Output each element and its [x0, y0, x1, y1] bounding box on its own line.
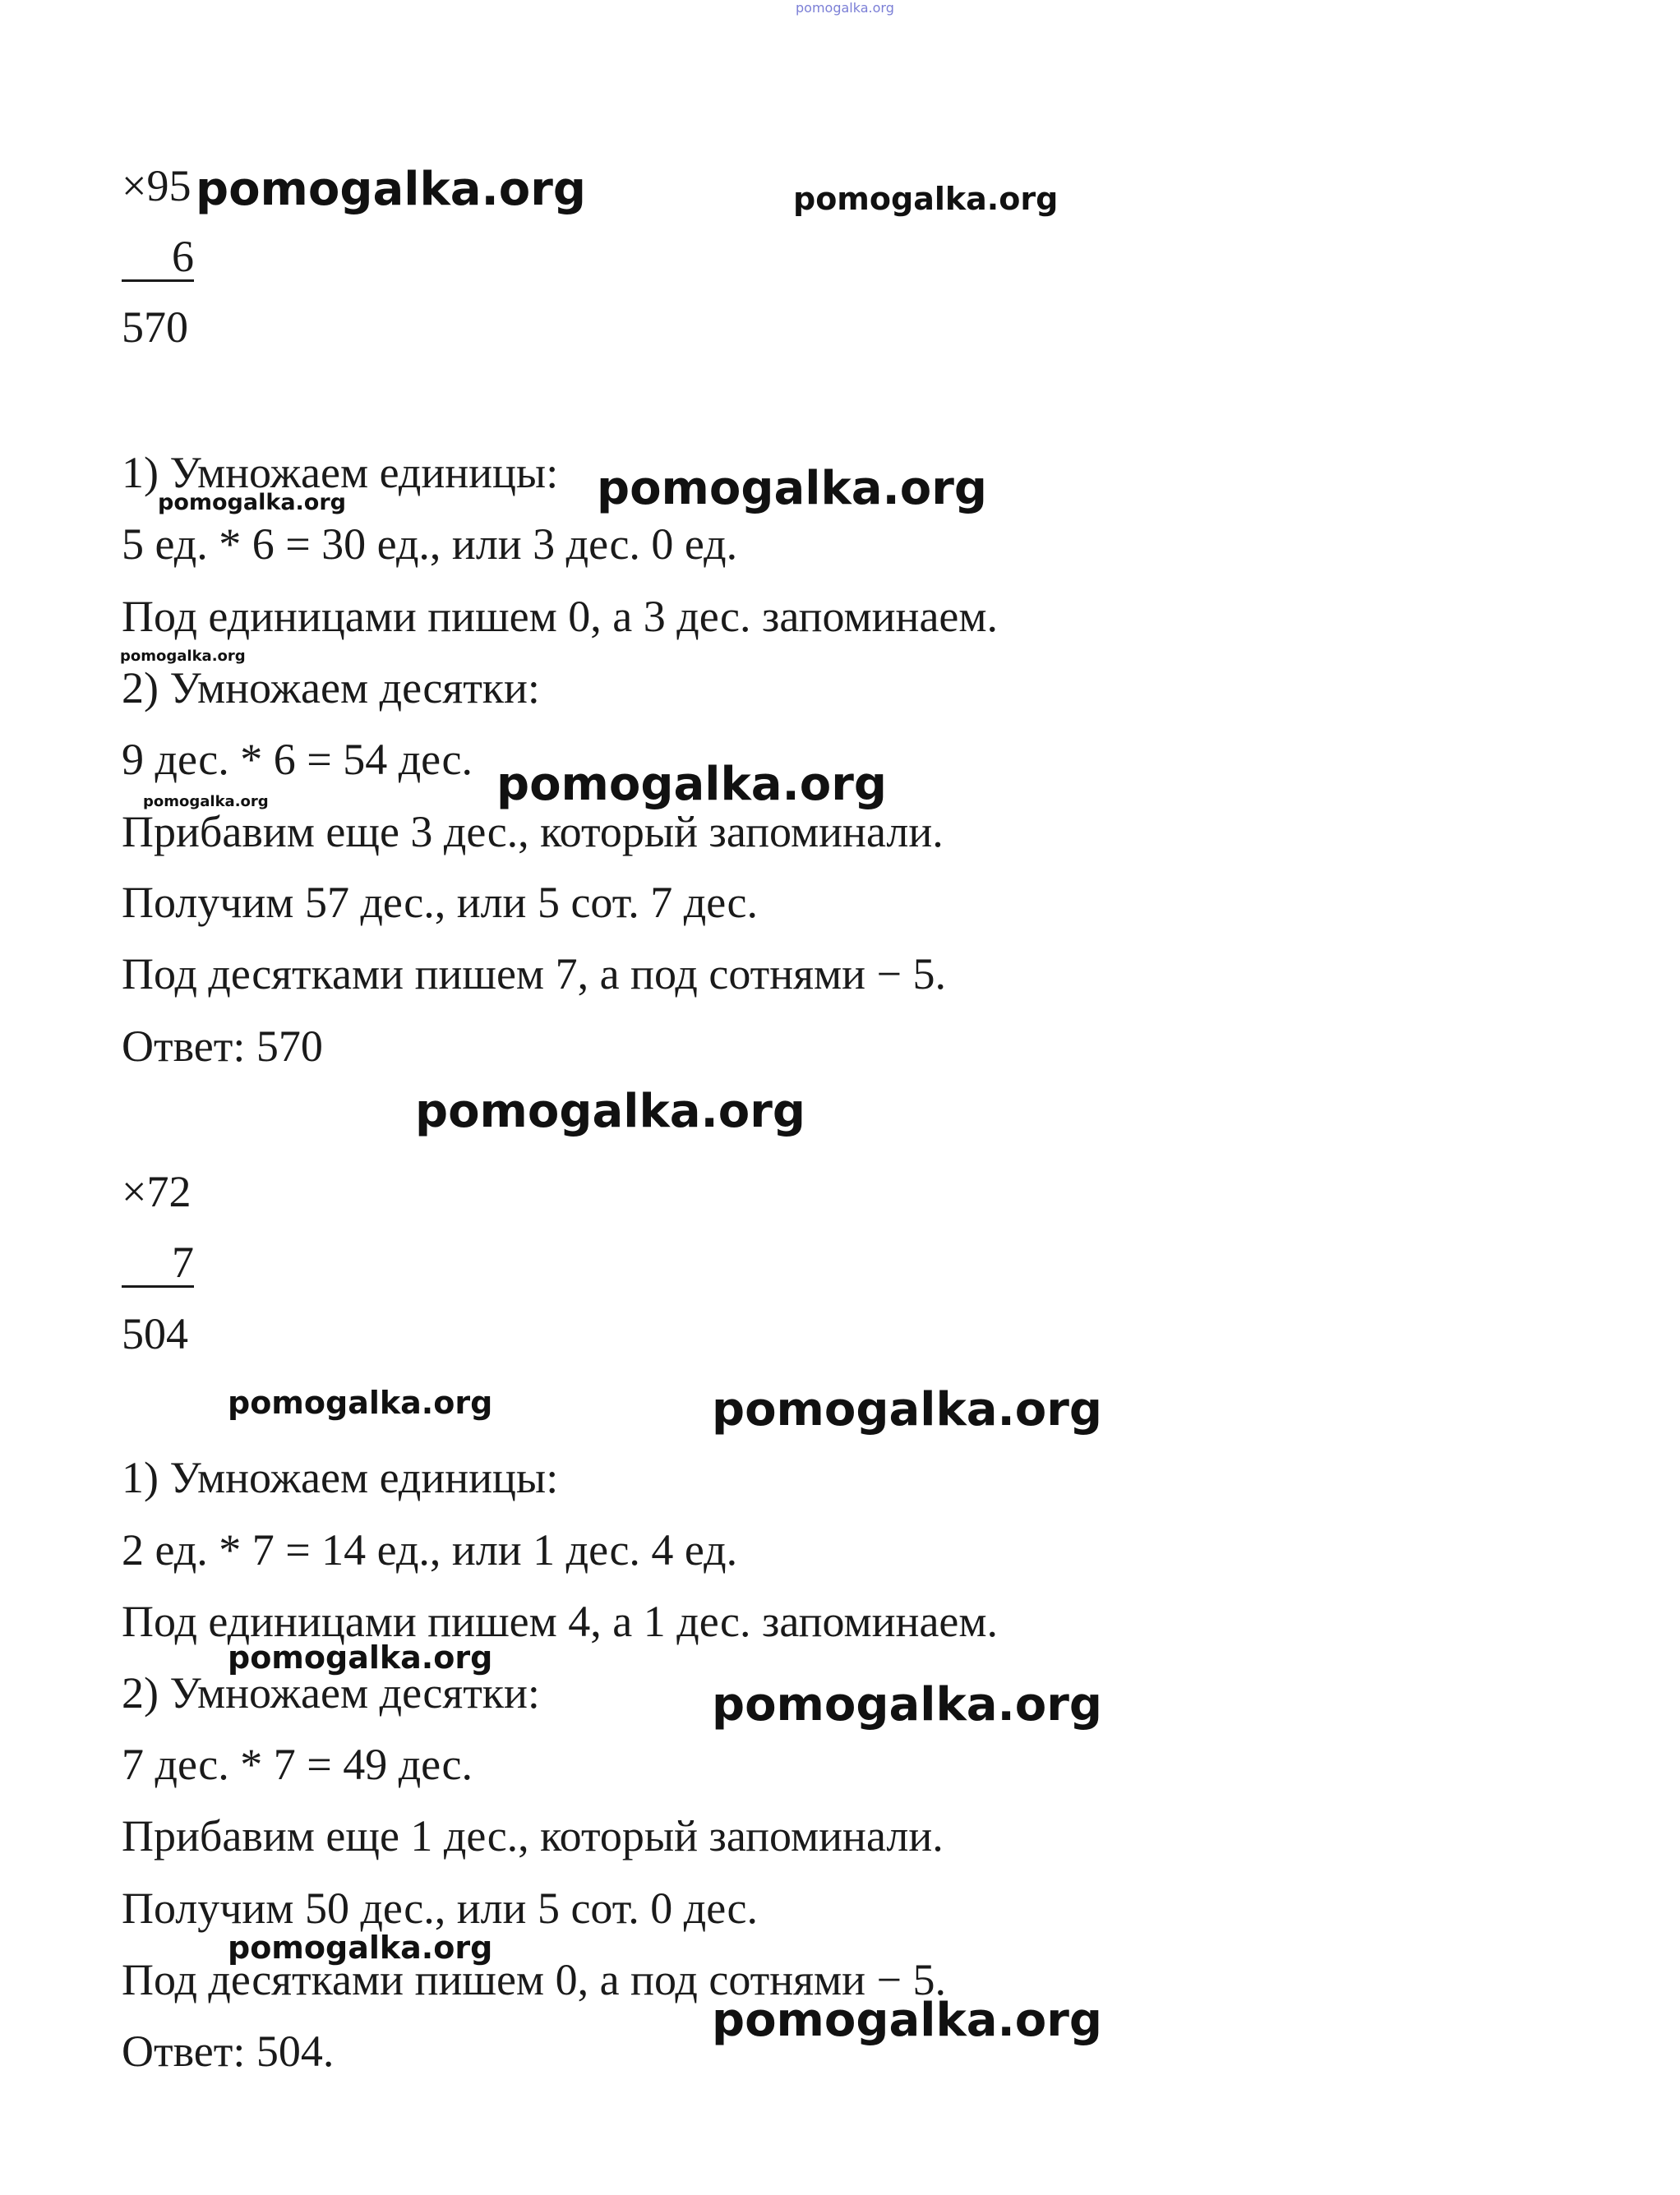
p1-step-8: Под десятками пишем 7, а под сотнями − 5. [122, 949, 946, 998]
p2-result: 504 [122, 1309, 188, 1358]
watermark: pomogalka.org [597, 462, 987, 515]
p1-multiplicand: ×95 [122, 161, 192, 210]
watermark: pomogalka.org [228, 1930, 493, 1966]
p1-step-7: Получим 57 дес., или 5 сот. 7 дес. [122, 878, 759, 927]
watermark: pomogalka.org [793, 181, 1059, 217]
p2-multiplicand: ×72 [122, 1167, 192, 1216]
p2-step-3: Под единицами пишем 4, а 1 дес. запоминаем. [122, 1597, 999, 1646]
watermark: pomogalka.org [120, 648, 246, 665]
p1-multiplier-row [122, 232, 194, 282]
p2-step-4: 2) Умножаем десятки: [122, 1668, 540, 1718]
watermark: pomogalka.org [143, 793, 269, 810]
watermark: pomogalka.org [196, 163, 586, 216]
p1-answer: Ответ: 570 [122, 1021, 323, 1071]
watermark-top: pomogalka.org [796, 0, 894, 16]
p2-step-1: 1) Умножаем единицы: [122, 1453, 559, 1502]
p2-step-6: Прибавим еще 1 дес., который запоминали. [122, 1811, 944, 1861]
p1-step-5: 9 дес. * 6 = 54 дес. [122, 735, 473, 784]
p2-step-2: 2 ед. * 7 = 14 ед., или 1 дес. 4 ед. [122, 1525, 738, 1575]
p2-answer: Ответ: 504. [122, 2027, 335, 2076]
watermark: pomogalka.org [228, 1385, 493, 1421]
p2-step-8: Под десятками пишем 0, а под сотнями − 5. [122, 1955, 946, 2004]
p1-step-3: Под единицами пишем 0, а 3 дес. запоминаем. [122, 592, 999, 641]
watermark: pomogalka.org [415, 1085, 805, 1138]
p1-step-6: Прибавим еще 3 дес., который запоминали. [122, 807, 944, 856]
watermark: pomogalka.org [496, 758, 887, 811]
watermark: pomogalka.org [712, 1994, 1102, 2047]
p2-multiplier-row [122, 1238, 194, 1288]
p1-multiplier: 6 [122, 233, 194, 282]
watermark: pomogalka.org [712, 1383, 1102, 1436]
p1-result: 570 [122, 302, 188, 352]
watermark: pomogalka.org [228, 1639, 493, 1676]
p1-step-4: 2) Умножаем десятки: [122, 663, 540, 712]
p2-step-7: Получим 50 дес., или 5 сот. 0 дес. [122, 1884, 759, 1933]
watermark: pomogalka.org [158, 490, 346, 515]
watermark: pomogalka.org [712, 1678, 1102, 1732]
p1-step-1: 1) Умножаем единицы: [122, 448, 559, 497]
p2-step-5: 7 дес. * 7 = 49 дес. [122, 1740, 473, 1789]
p2-multiplier: 7 [122, 1239, 194, 1288]
p1-step-2: 5 ед. * 6 = 30 ед., или 3 дес. 0 ед. [122, 519, 738, 569]
